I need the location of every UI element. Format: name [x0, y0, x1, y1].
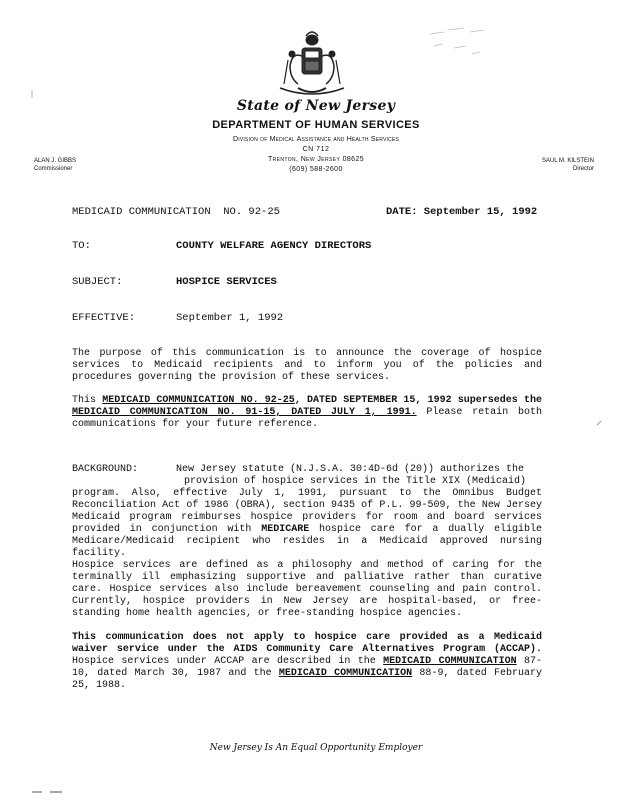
- memo-number: MEDICAID COMMUNICATION NO. 92-25: [72, 206, 280, 218]
- supersedes-text-a: This: [72, 395, 103, 406]
- phone-number: (609) 588-2600: [289, 166, 343, 173]
- effective-value: September 1, 1992: [176, 312, 284, 324]
- medicare-term: MEDICARE: [261, 524, 310, 535]
- waiver-text-a: Hospice services under ACCAP are described in the: [72, 656, 384, 667]
- to-label: TO:: [72, 240, 91, 252]
- waiver-text-b: 87-10, dated March 30, 1987 and the: [72, 656, 542, 679]
- waiver-notice: This communication does not apply to hospice care provided as a Medicaid waiver service under the AIDS Community Care Alternatives Program (ACCAP).: [72, 632, 542, 655]
- commissioner-title: Commissioner: [34, 166, 73, 172]
- definition-paragraph: Hospice services are defined as a philosophy and method of caring for the terminally ill emphasizing supportive and palliative rather than curative care. Hospice services also include bereavement counseling and pain control. Currently, hospice providers in New Jersey are hospital-based, or free-standing home health agencies, or free-standing hospice agencies.: [72, 560, 542, 619]
- communication-ref-88-9: MEDICAID COMMUNICATION: [278, 668, 413, 679]
- communication-ref-87-10: MEDICAID COMMUNICATION: [383, 656, 517, 667]
- effective-label: EFFECTIVE:: [72, 312, 136, 324]
- pencil-scribble-mark: [424, 24, 494, 66]
- background-line-1: New Jersey statute (N.J.S.A. 30:4D-6d (20)) authorizes the: [176, 464, 525, 475]
- state-name: State of New Jersey: [236, 98, 396, 114]
- margin-mark: [30, 90, 34, 98]
- current-communication-ref: MEDICAID COMMUNICATION NO. 92-25: [102, 395, 295, 406]
- waiver-text-c: 88-9, dated February 25, 1988.: [72, 668, 542, 691]
- subject-label: SUBJECT:: [72, 276, 123, 288]
- supersedes-text-c: Please retain both communications for your future reference.: [72, 407, 542, 430]
- to-value: COUNTY WELFARE AGENCY DIRECTORS: [176, 240, 372, 252]
- background-line-2: provision of hospice services in the Title XIX (Medicaid): [184, 476, 527, 487]
- department-name: DEPARTMENT OF HUMAN SERVICES: [212, 119, 420, 131]
- commissioner-name: ALAN J. GIBBS: [34, 158, 77, 164]
- director-title: Director: [572, 166, 594, 172]
- margin-mark: [596, 420, 602, 426]
- director-block: [508, 157, 594, 173]
- purpose-paragraph: The purpose of this communication is to announce the coverage of hospice services to Medicaid recipients and to inform you of the policies and procedures governing the provision of these services.: [72, 348, 542, 383]
- director-name: SAUL M. KILSTEIN: [541, 158, 594, 164]
- waiver-paragraph: [72, 632, 542, 692]
- commissioner-block: [34, 157, 76, 173]
- memo-date: DATE: September 15, 1992: [386, 206, 538, 218]
- subject-value: HOSPICE SERVICES: [176, 276, 277, 288]
- state-seal-icon: [268, 26, 356, 98]
- background-text-b: hospice care for a dually eligible Medicare/Medicaid recipient who resides in a Medicaid approved nursing facility.: [72, 524, 542, 559]
- background-first-lines: [176, 464, 542, 488]
- page-edge-mark: [32, 790, 68, 794]
- city-address: Trenton, New Jersey 08625: [267, 156, 365, 163]
- prior-communication-ref: MEDICAID COMMUNICATION NO. 91-15, DATED JULY 1, 1991.: [72, 407, 417, 418]
- supersedes-text-b: , DATED SEPTEMBER 15, 1992 supersedes the: [294, 395, 542, 406]
- background-label: BACKGROUND:: [72, 464, 139, 475]
- equal-opportunity-tagline: New Jersey Is An Equal Opportunity Employer: [209, 743, 423, 753]
- supersedes-paragraph: [72, 395, 542, 431]
- division-name: Division of Medical Assistance and Health Services: [232, 136, 400, 143]
- cn-number: CN 712: [302, 146, 330, 153]
- background-text-a: program. Also, effective July 1, 1991, pursuant to the Omnibus Budget Reconciliation Act of 1986 (OBRA), section 9435 of P.L. 99-509, the New Jersey Medicaid program reimburses hospice providers for room and board services provided in conjunction with: [72, 488, 542, 535]
- background-paragraph: [72, 488, 542, 560]
